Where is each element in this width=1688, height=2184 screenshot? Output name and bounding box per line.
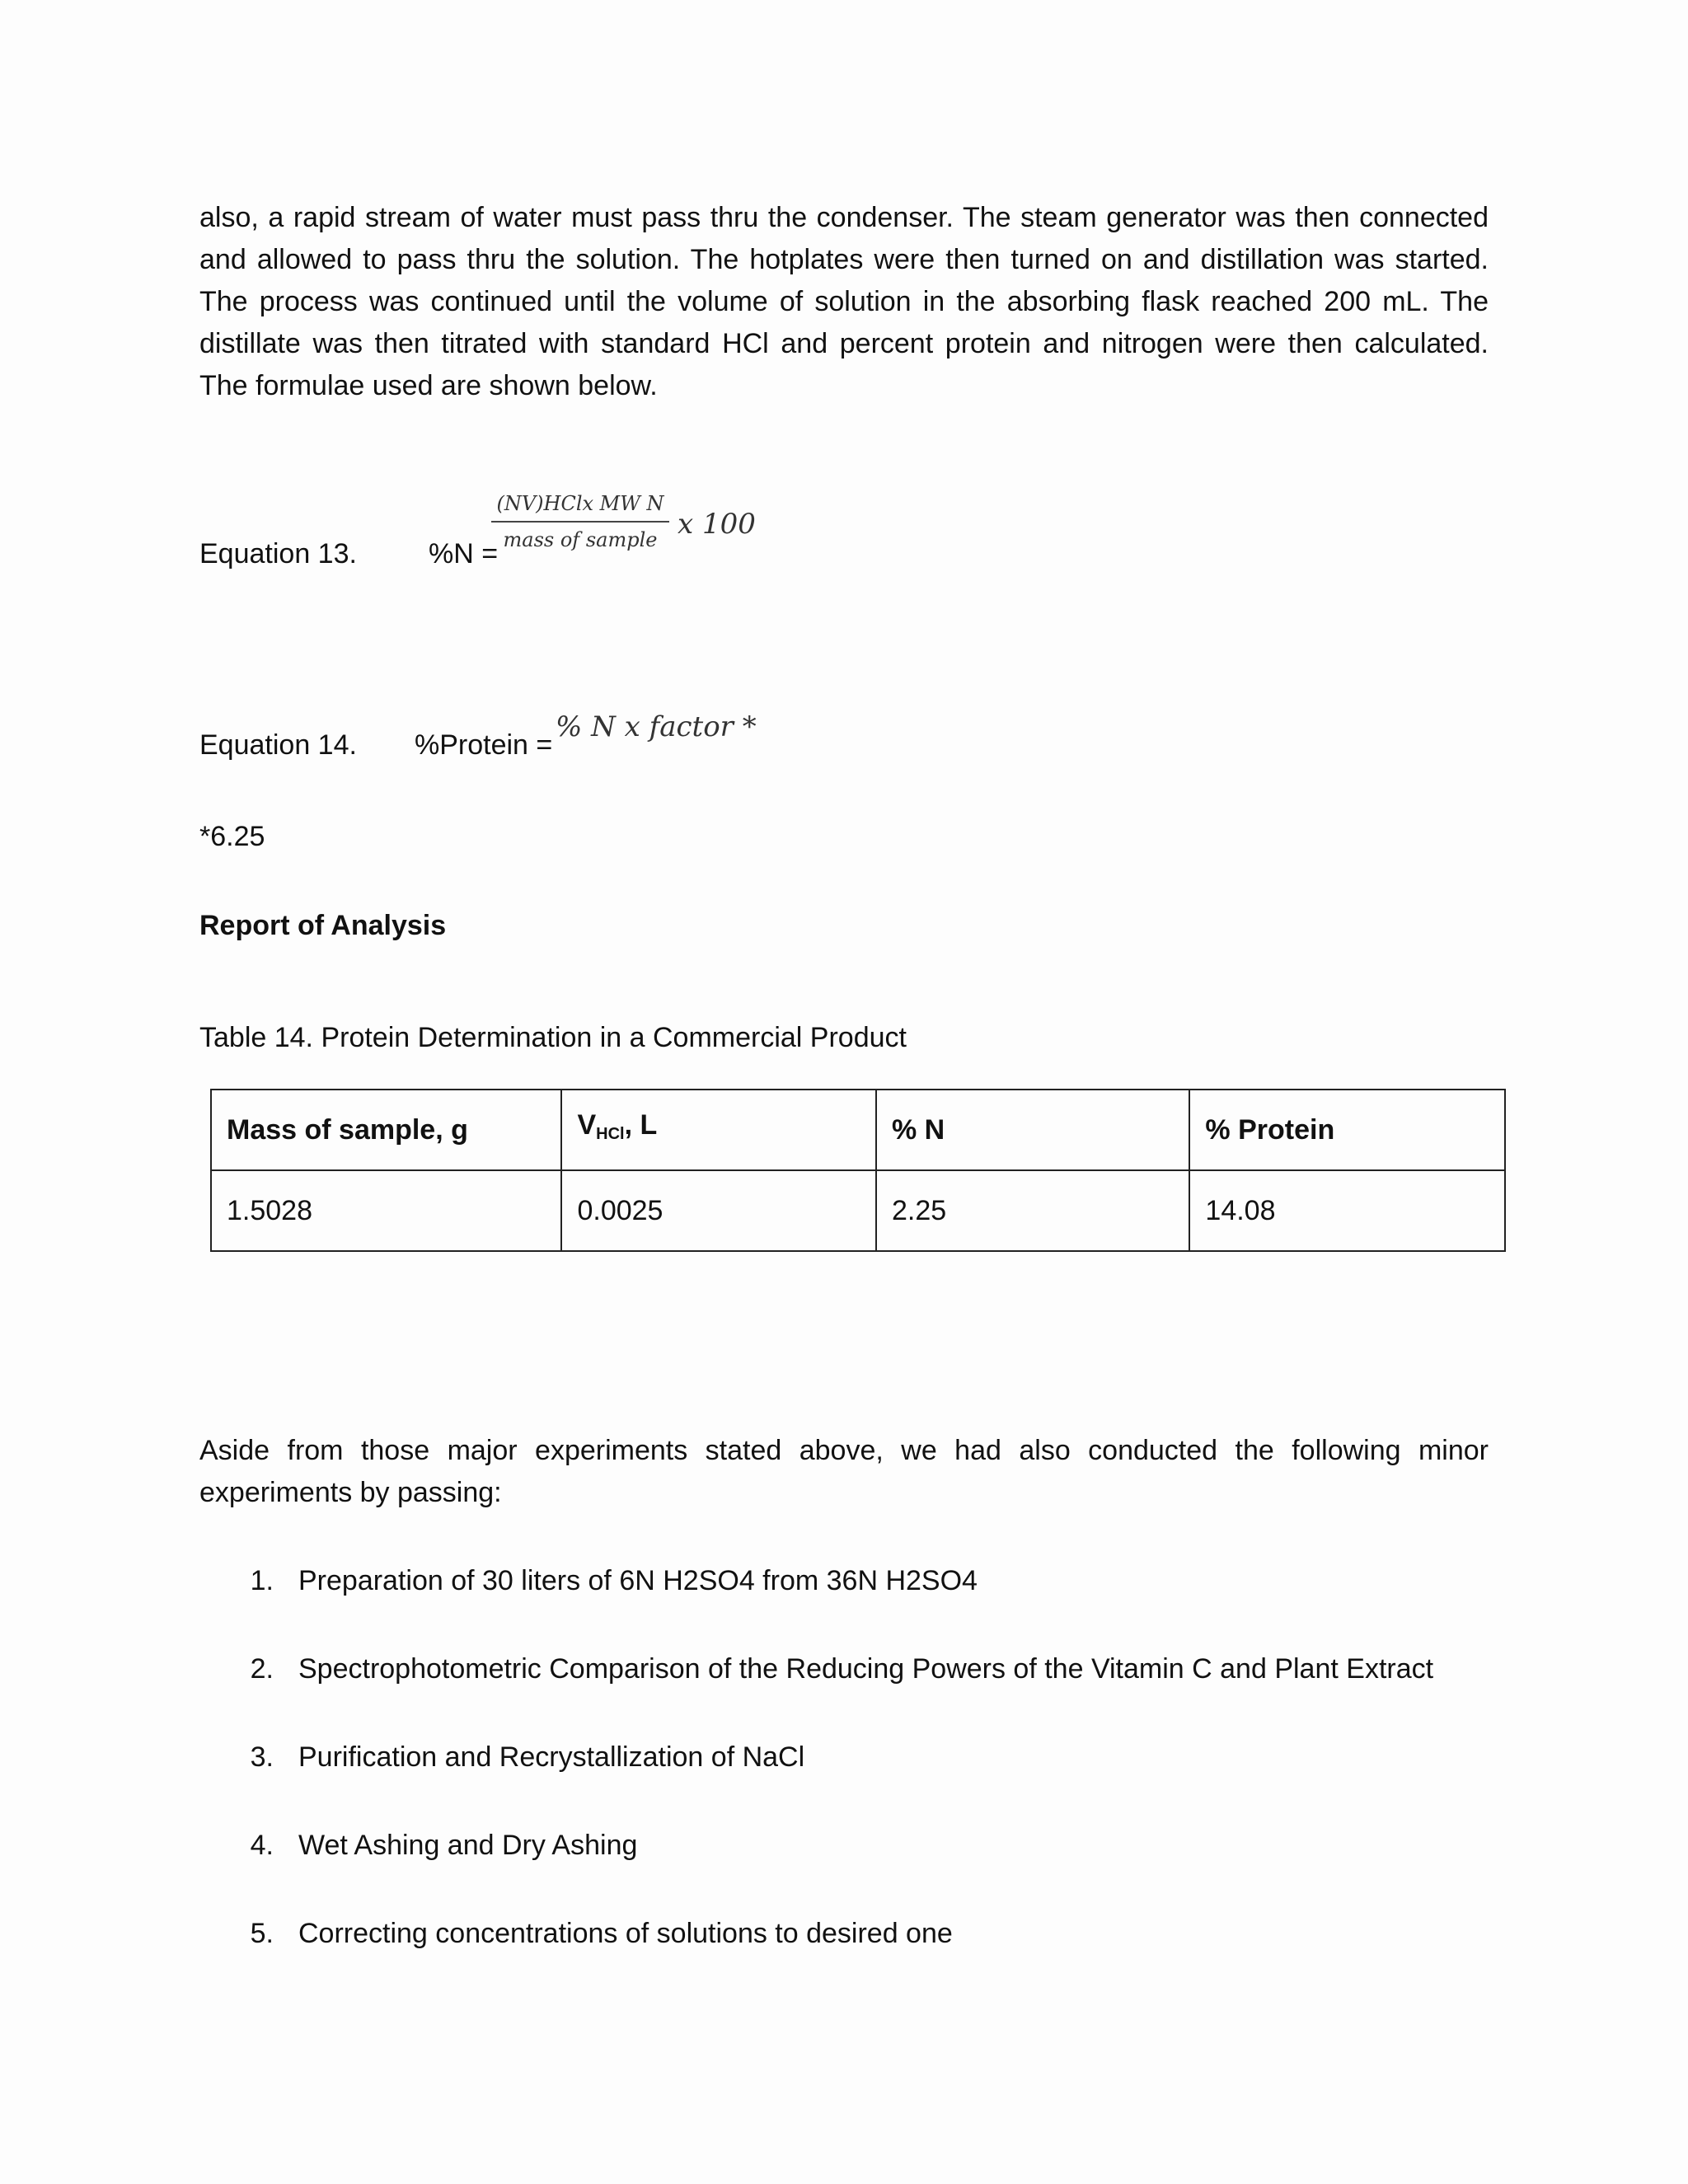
header-vhcl-sub: HCl: [596, 1125, 625, 1143]
equation-13-fraction: [491, 491, 669, 552]
cell-percent-n: 2.25: [876, 1170, 1189, 1251]
intro-line: and allowed to pass thru the solution. The hotplates were then turned on and distillation was started.: [199, 244, 1489, 275]
intro-line: also, a rapid stream of water must pass thru the condenser. The steam generator was then connected: [199, 202, 1489, 233]
table-caption: Table 14. Protein Determination in a Commercial Product: [199, 1022, 907, 1053]
cell-percent-protein: 14.08: [1189, 1170, 1505, 1251]
equation-14-lhs: %Protein =: [415, 729, 553, 761]
equation-14-rhs: % N x factor *: [556, 710, 757, 743]
equation-14-label: Equation 14.: [199, 729, 357, 761]
fraction-bar: [491, 521, 669, 523]
intro-paragraph: [199, 197, 1489, 407]
aside-paragraph: [199, 1430, 1489, 1514]
list-number: 4.: [250, 1830, 274, 1861]
equation-13-numerator: (NV)HClx MW N: [496, 492, 664, 515]
protein-table: [210, 1089, 1506, 1252]
table-header-row: [211, 1090, 1505, 1170]
list-item: Preparation of 30 liters of 6N H2SO4 from 36N H2SO4: [298, 1565, 978, 1596]
header-vhcl-v: V: [577, 1109, 597, 1141]
report-heading: Report of Analysis: [199, 910, 447, 941]
intro-line: The process was continued until the volume of solution in the absorbing flask reached 200 mL. The: [199, 286, 1489, 317]
equation-13-multiplier: x 100: [678, 508, 756, 541]
list-item: Purification and Recrystallization of NaCl: [298, 1741, 805, 1773]
list-number: 3.: [250, 1741, 274, 1773]
cell-mass: 1.5028: [211, 1170, 561, 1251]
header-percent-n: % N: [876, 1090, 1189, 1170]
header-mass: Mass of sample, g: [211, 1090, 561, 1170]
cell-vhcl: 0.0025: [561, 1170, 876, 1251]
table-row: [211, 1170, 1505, 1251]
header-vhcl-unit: , L: [624, 1109, 658, 1141]
header-vhcl: [561, 1090, 876, 1170]
list-item: Wet Ashing and Dry Ashing: [298, 1830, 638, 1861]
intro-line: distillate was then titrated with standard HCl and percent protein and nitrogen were then calculated.: [199, 328, 1489, 359]
list-number: 2.: [250, 1653, 274, 1685]
list-number: 5.: [250, 1918, 274, 1949]
list-number: 1.: [250, 1565, 274, 1596]
footnote: *6.25: [199, 821, 265, 852]
list-item: Correcting concentrations of solutions to desired one: [298, 1918, 953, 1949]
aside-line: experiments by passing:: [199, 1477, 502, 1508]
intro-line: The formulae used are shown below.: [199, 370, 658, 401]
header-percent-protein: % Protein: [1189, 1090, 1505, 1170]
equation-13-denominator: mass of sample: [503, 528, 658, 551]
equation-13-lhs: %N =: [429, 538, 499, 569]
aside-line: Aside from those major experiments stated above, we had also conducted the following minor: [199, 1435, 1489, 1466]
list-item: Spectrophotometric Comparison of the Reducing Powers of the Vitamin C and Plant Extract: [298, 1653, 1434, 1685]
equation-13-label: Equation 13.: [199, 538, 357, 569]
